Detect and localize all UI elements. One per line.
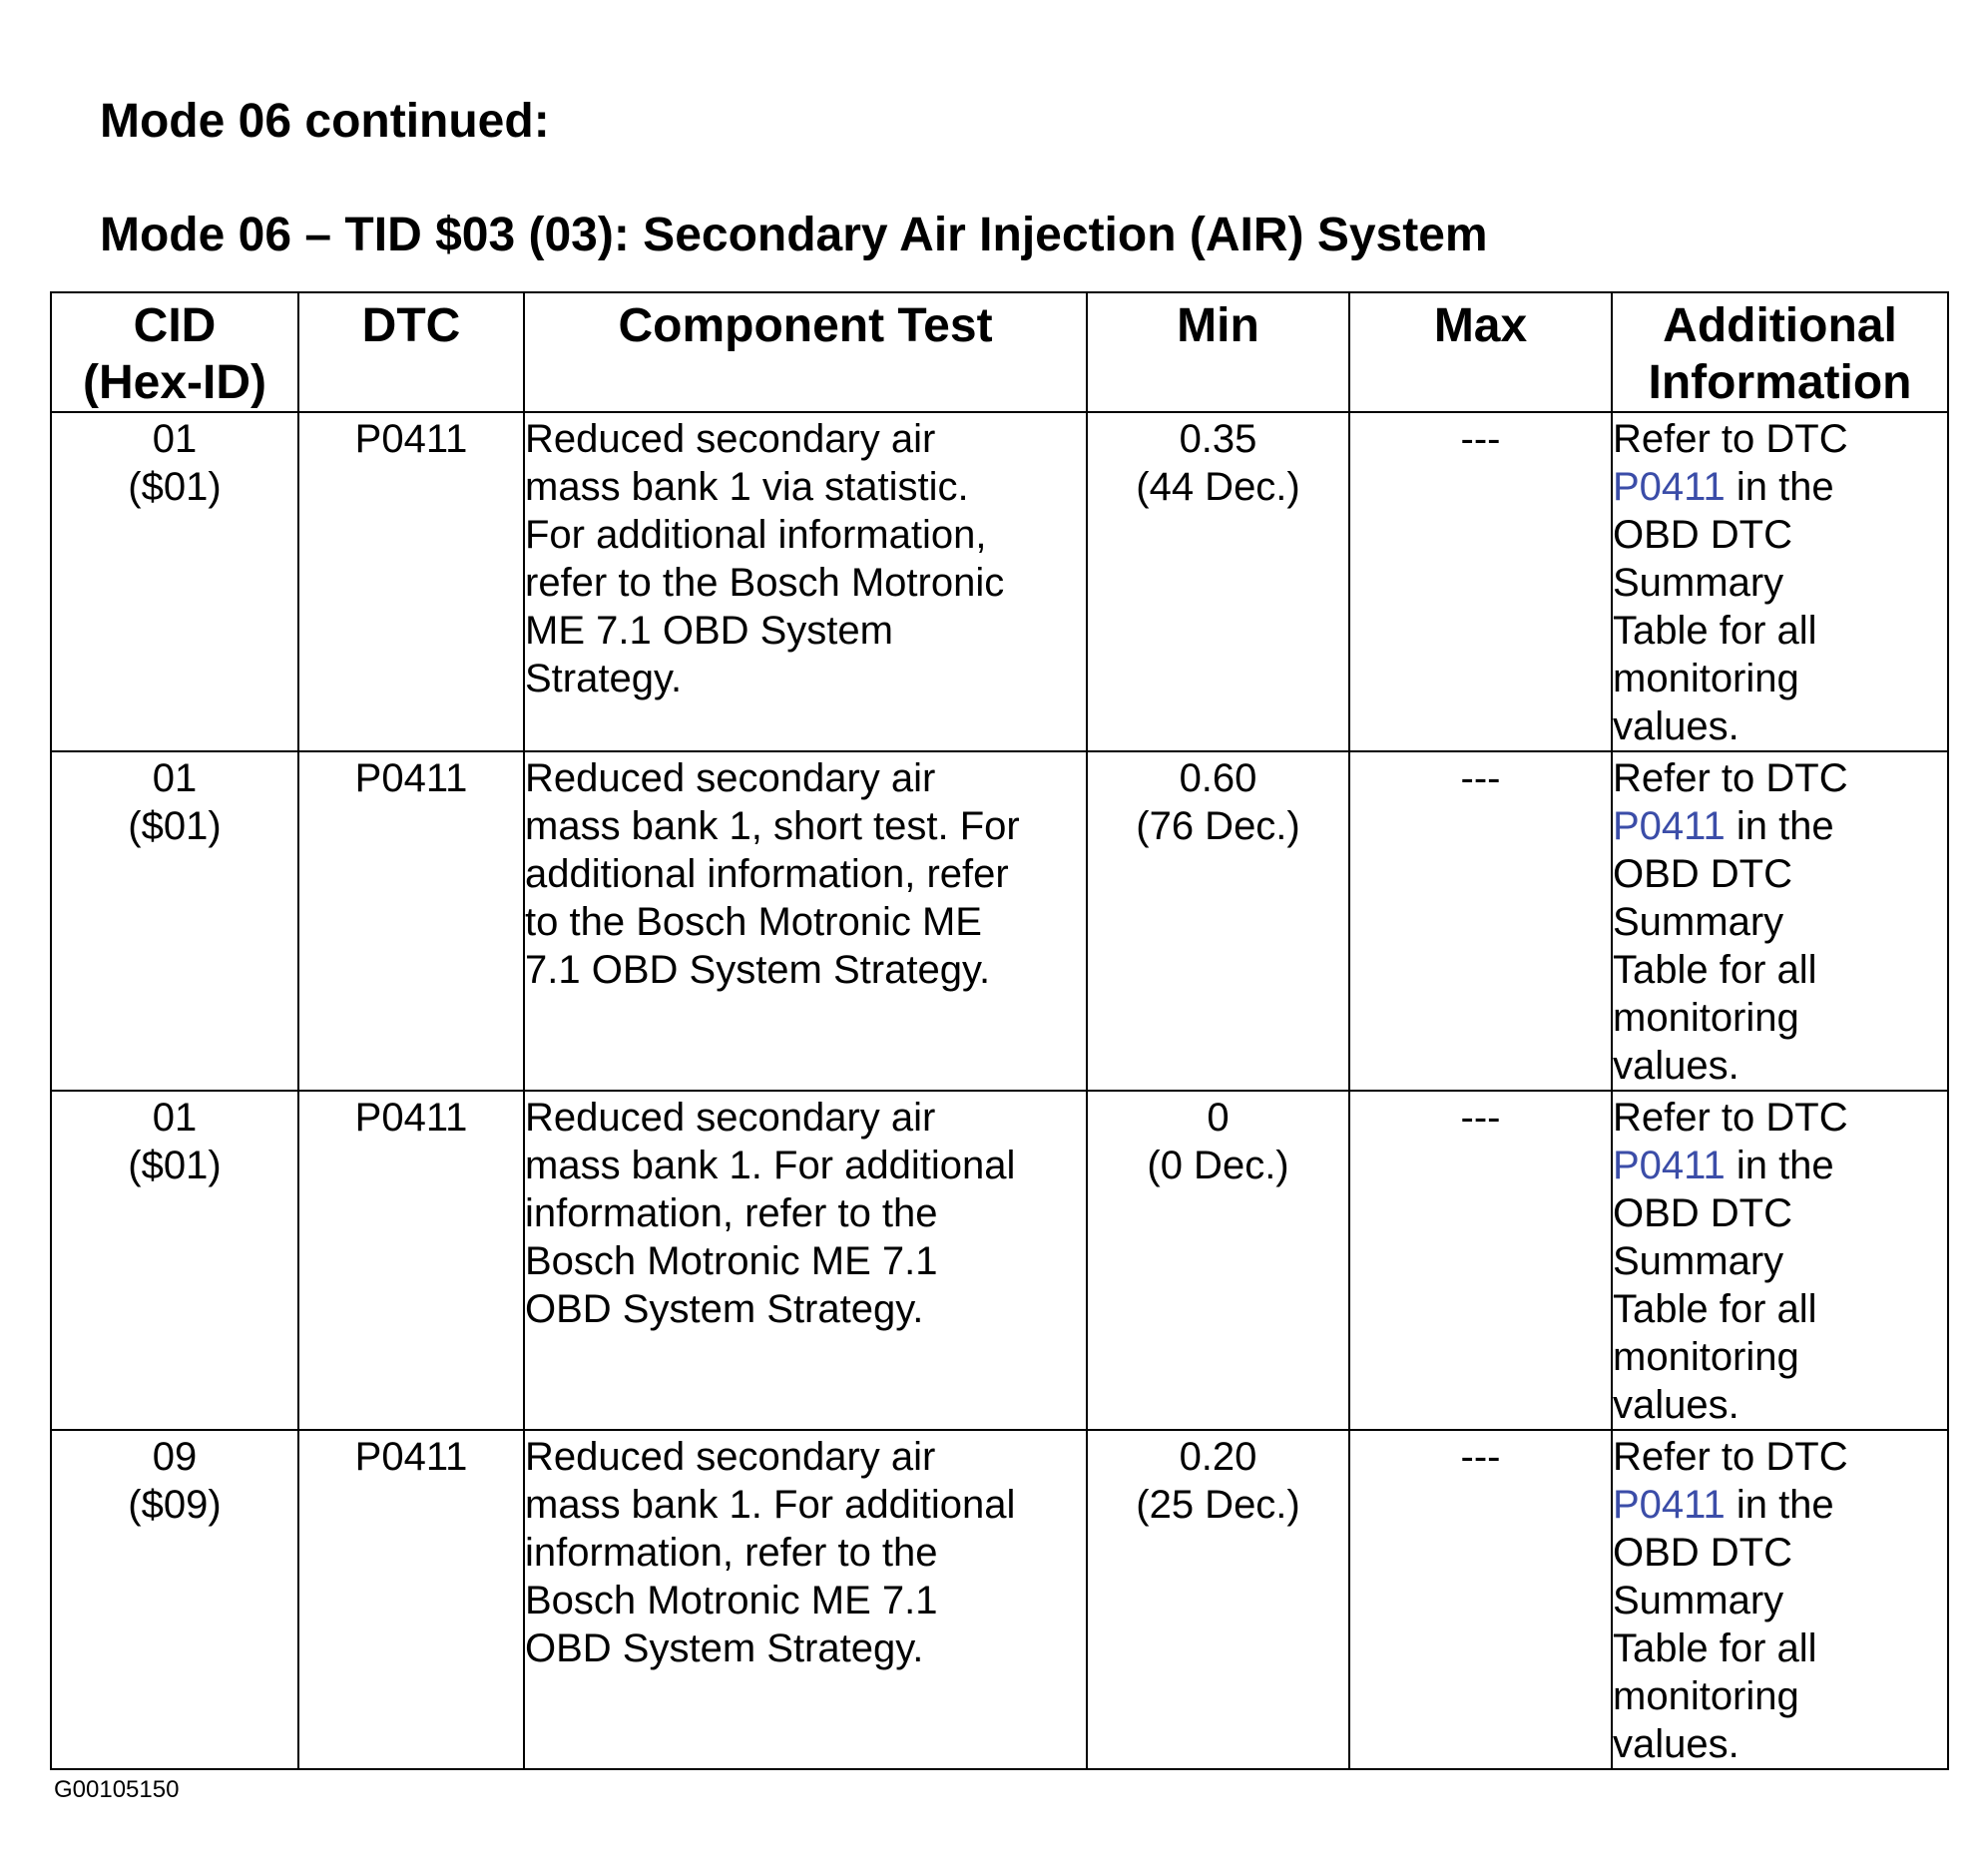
cell-min <box>1087 751 1349 1091</box>
min-value-line: 0.20 <box>1179 1435 1257 1479</box>
cid-line: ($01) <box>128 804 222 848</box>
cell-additional-information <box>1612 412 1948 751</box>
header-additional-line: Additional <box>1663 299 1897 352</box>
info-link-line <box>1613 1481 1947 1529</box>
info-line: Refer to DTC <box>1613 756 1848 800</box>
cell-additional-information <box>1612 1091 1948 1430</box>
component-test-line: to the Bosch Motronic ME <box>525 900 982 944</box>
info-line: Table for all <box>1613 609 1817 653</box>
component-test-line: For additional information, <box>525 513 987 557</box>
section-continued-heading: Mode 06 continued: <box>100 95 550 148</box>
cid-line: ($01) <box>128 465 222 509</box>
max-value: --- <box>1460 417 1501 461</box>
cell-component-test <box>524 1430 1087 1769</box>
cid-line: 01 <box>152 756 198 800</box>
info-line: monitoring <box>1613 1674 1799 1718</box>
cell-additional-information <box>1612 1430 1948 1769</box>
dtc-reference-link[interactable]: P0411 <box>1613 1144 1726 1187</box>
info-link-suffix: in the <box>1725 1144 1834 1187</box>
component-test-line: OBD System Strategy. <box>525 1287 924 1331</box>
header-dtc: DTC <box>298 292 524 412</box>
dtc-code: P0411 <box>354 756 468 800</box>
cell-dtc <box>298 751 524 1091</box>
cell-component-test <box>524 412 1087 751</box>
component-test-line: information, refer to the <box>525 1191 938 1235</box>
info-link-line <box>1613 463 1947 511</box>
cell-dtc <box>298 412 524 751</box>
dtc-reference-link[interactable]: P0411 <box>1613 804 1726 848</box>
info-line: Summary <box>1613 900 1784 944</box>
cid-line: 01 <box>152 417 198 461</box>
info-link-line <box>1613 1142 1947 1189</box>
info-link-line <box>1613 802 1947 850</box>
cell-max <box>1349 412 1612 751</box>
info-line: OBD DTC <box>1613 1531 1792 1575</box>
info-line: OBD DTC <box>1613 852 1792 896</box>
header-max: Max <box>1349 292 1612 412</box>
cell-dtc <box>298 1430 524 1769</box>
header-min: Min <box>1087 292 1349 412</box>
component-test-line: ME 7.1 OBD System <box>525 609 893 653</box>
component-test-line: Reduced secondary air <box>525 417 936 461</box>
dtc-code: P0411 <box>354 1435 468 1479</box>
info-line: monitoring <box>1613 1335 1799 1379</box>
component-test-line: additional information, refer <box>525 852 1009 896</box>
dtc-reference-link[interactable]: P0411 <box>1613 465 1726 509</box>
component-test-line: mass bank 1. For additional <box>525 1144 1016 1187</box>
mode06-table <box>50 291 1949 1770</box>
table-row <box>51 1091 1948 1430</box>
dtc-reference-link[interactable]: P0411 <box>1613 1483 1726 1527</box>
component-test-line: Reduced secondary air <box>525 1096 936 1140</box>
cid-line: ($09) <box>128 1483 222 1527</box>
component-test-line: Reduced secondary air <box>525 756 936 800</box>
max-value: --- <box>1460 1435 1501 1479</box>
cell-max <box>1349 751 1612 1091</box>
cell-cid <box>51 1430 298 1769</box>
info-line: values. <box>1613 1383 1740 1427</box>
info-line: values. <box>1613 704 1740 748</box>
component-test-line: 7.1 OBD System Strategy. <box>525 948 991 992</box>
max-value: --- <box>1460 756 1501 800</box>
cell-cid <box>51 751 298 1091</box>
min-value-line: (44 Dec.) <box>1136 465 1300 509</box>
info-line: monitoring <box>1613 996 1799 1040</box>
info-line: Refer to DTC <box>1613 1435 1848 1479</box>
min-value-line: 0.35 <box>1179 417 1257 461</box>
cid-line: 01 <box>152 1096 198 1140</box>
header-cid-line: (Hex-ID) <box>82 356 266 409</box>
figure-id: G00105150 <box>54 1776 180 1803</box>
info-link-suffix: in the <box>1725 465 1834 509</box>
min-value-line: (25 Dec.) <box>1136 1483 1300 1527</box>
cell-max <box>1349 1430 1612 1769</box>
info-line: monitoring <box>1613 657 1799 700</box>
header-additional-line: Information <box>1648 356 1912 409</box>
component-test-line: mass bank 1, short test. For <box>525 804 1020 848</box>
info-line: Refer to DTC <box>1613 1096 1848 1140</box>
cell-min <box>1087 1091 1349 1430</box>
info-line: values. <box>1613 1722 1740 1766</box>
min-value-line: (76 Dec.) <box>1136 804 1300 848</box>
info-line: Summary <box>1613 561 1784 605</box>
cell-max <box>1349 1091 1612 1430</box>
info-link-suffix: in the <box>1725 1483 1834 1527</box>
min-value-line: 0 <box>1207 1096 1230 1140</box>
info-line: OBD DTC <box>1613 1191 1792 1235</box>
cell-min <box>1087 412 1349 751</box>
header-additional-information <box>1612 292 1948 412</box>
table-header-row <box>51 292 1948 412</box>
section-title: Mode 06 – TID $03 (03): Secondary Air Injection (AIR) System <box>100 209 1488 261</box>
table-row <box>51 1430 1948 1769</box>
header-component-test: Component Test <box>524 292 1087 412</box>
table-row <box>51 751 1948 1091</box>
component-test-line: mass bank 1 via statistic. <box>525 465 969 509</box>
component-test-line: mass bank 1. For additional <box>525 1483 1016 1527</box>
component-test-line: information, refer to the <box>525 1531 938 1575</box>
table-row <box>51 412 1948 751</box>
component-test-line: refer to the Bosch Motronic <box>525 561 1005 605</box>
info-line: OBD DTC <box>1613 513 1792 557</box>
dtc-code: P0411 <box>354 1096 468 1140</box>
min-value-line: (0 Dec.) <box>1147 1144 1289 1187</box>
info-line: Summary <box>1613 1239 1784 1283</box>
cell-additional-information <box>1612 751 1948 1091</box>
component-test-line: Strategy. <box>525 657 683 700</box>
info-line: Summary <box>1613 1579 1784 1622</box>
cell-dtc <box>298 1091 524 1430</box>
component-test-line: OBD System Strategy. <box>525 1626 924 1670</box>
dtc-code: P0411 <box>354 417 468 461</box>
cid-line: 09 <box>152 1435 198 1479</box>
max-value: --- <box>1460 1096 1501 1140</box>
info-link-suffix: in the <box>1725 804 1834 848</box>
info-line: Table for all <box>1613 1626 1817 1670</box>
cid-line: ($01) <box>128 1144 222 1187</box>
component-test-line: Reduced secondary air <box>525 1435 936 1479</box>
header-cid <box>51 292 298 412</box>
info-line: values. <box>1613 1044 1740 1088</box>
component-test-line: Bosch Motronic ME 7.1 <box>525 1579 938 1622</box>
cell-component-test <box>524 1091 1087 1430</box>
info-line: Table for all <box>1613 948 1817 992</box>
cell-component-test <box>524 751 1087 1091</box>
cell-cid <box>51 412 298 751</box>
info-line: Table for all <box>1613 1287 1817 1331</box>
component-test-line: Bosch Motronic ME 7.1 <box>525 1239 938 1283</box>
info-line: Refer to DTC <box>1613 417 1848 461</box>
cell-cid <box>51 1091 298 1430</box>
header-cid-line: CID <box>133 299 217 352</box>
cell-min <box>1087 1430 1349 1769</box>
min-value-line: 0.60 <box>1179 756 1257 800</box>
